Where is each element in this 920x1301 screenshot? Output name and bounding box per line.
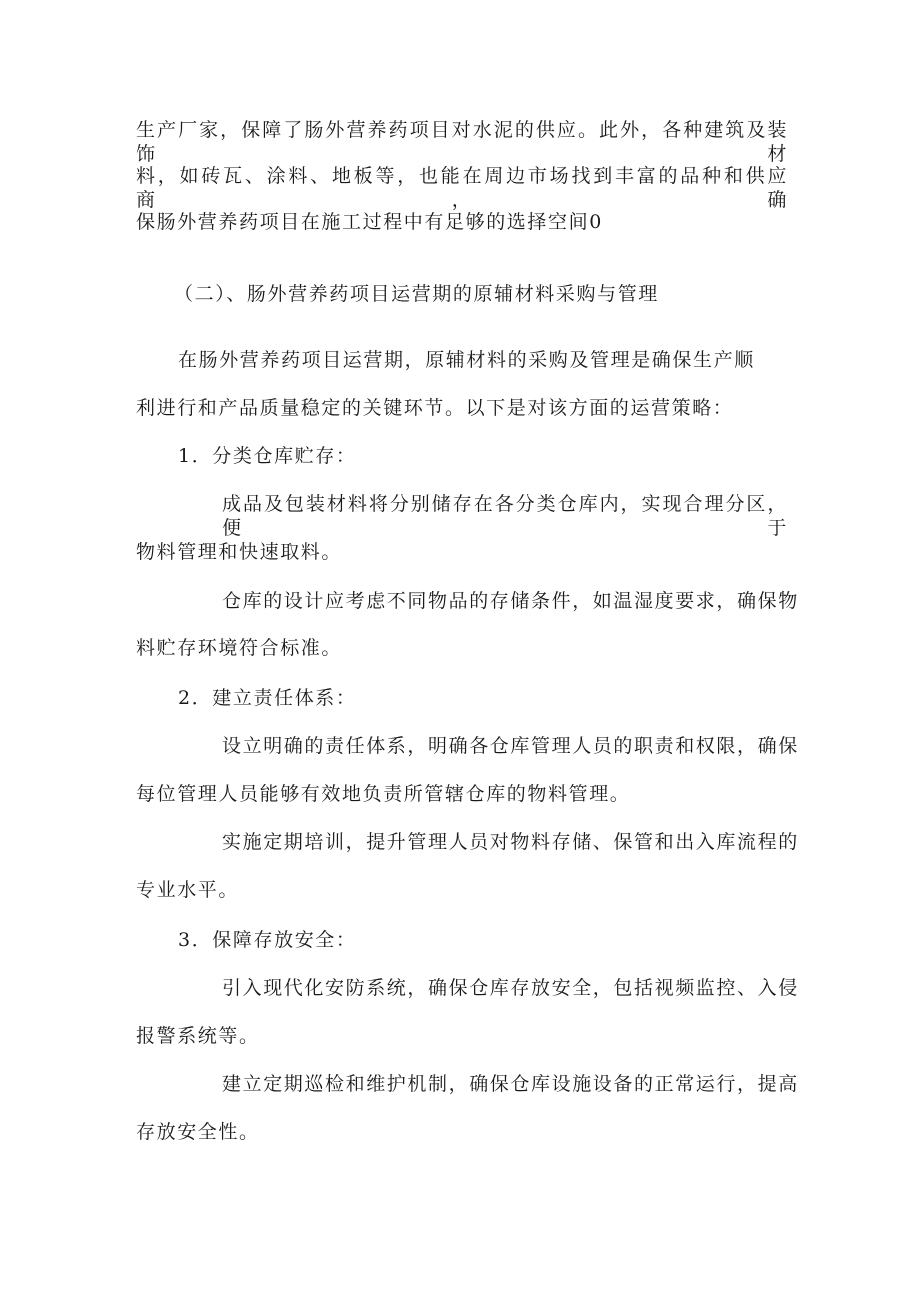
item-3-paragraph-2-line-1: 建立定期巡检和维护机制，确保仓库设施设备的正常运行，提高: [222, 1073, 799, 1095]
item-1-paragraph-1-line-2: 物料管理和快速取料。: [136, 541, 343, 563]
section-heading: （二）、肠外营养药项目运营期的原辅材料采购与管理: [174, 283, 659, 305]
item-heading-1: 1．分类仓库贮存：: [178, 445, 357, 467]
intro-paragraph-line-2: 料，如砖瓦、涂料、地板等，也能在周边市场找到丰富的品种和供应商，确: [136, 165, 788, 211]
item-1-paragraph-1-line-1: 成品及包装材料将分别储存在各分类仓库内，实现合理分区，便于: [222, 493, 788, 539]
item-heading-2: 2．建立责任体系：: [178, 687, 357, 709]
intro-paragraph-line-3: 保肠外营养药项目在施工过程中有足够的选择空间0: [136, 211, 603, 233]
item-2-paragraph-2-line-1: 实施定期培训，提升管理人员对物料存储、保管和出入库流程的: [222, 831, 799, 853]
item-1-paragraph-2-line-2: 料贮存环境符合标准。: [136, 637, 343, 659]
item-3-paragraph-2-line-2: 存放安全性。: [136, 1121, 260, 1143]
item-1-paragraph-2-line-1: 仓库的设计应考虑不同物品的存储条件，如温湿度要求，确保物: [222, 590, 799, 612]
intro-paragraph-line-1: 生产厂家，保障了肠外营养药项目对水泥的供应。此外，各种建筑及装饰材: [136, 119, 788, 165]
item-2-paragraph-2-line-2: 专业水平。: [136, 879, 240, 901]
item-2-paragraph-1-line-2: 每位管理人员能够有效地负责所管辖仓库的物料管理。: [136, 783, 631, 805]
item-2-paragraph-1-line-1: 设立明确的责任体系，明确各仓库管理人员的职责和权限，确保: [222, 735, 799, 757]
item-heading-3: 3．保障存放安全：: [178, 929, 357, 951]
section-intro-line-2: 利进行和产品质量稳定的关键环节。以下是对该方面的运营策略：: [136, 397, 734, 419]
item-3-paragraph-1-line-2: 报警系统等。: [136, 1025, 260, 1047]
section-intro-line-1: 在肠外营养药项目运营期，原辅材料的采购及管理是确保生产顺: [178, 349, 755, 371]
item-3-paragraph-1-line-1: 引入现代化安防系统，确保仓库存放安全，包括视频监控、入侵: [222, 977, 799, 999]
